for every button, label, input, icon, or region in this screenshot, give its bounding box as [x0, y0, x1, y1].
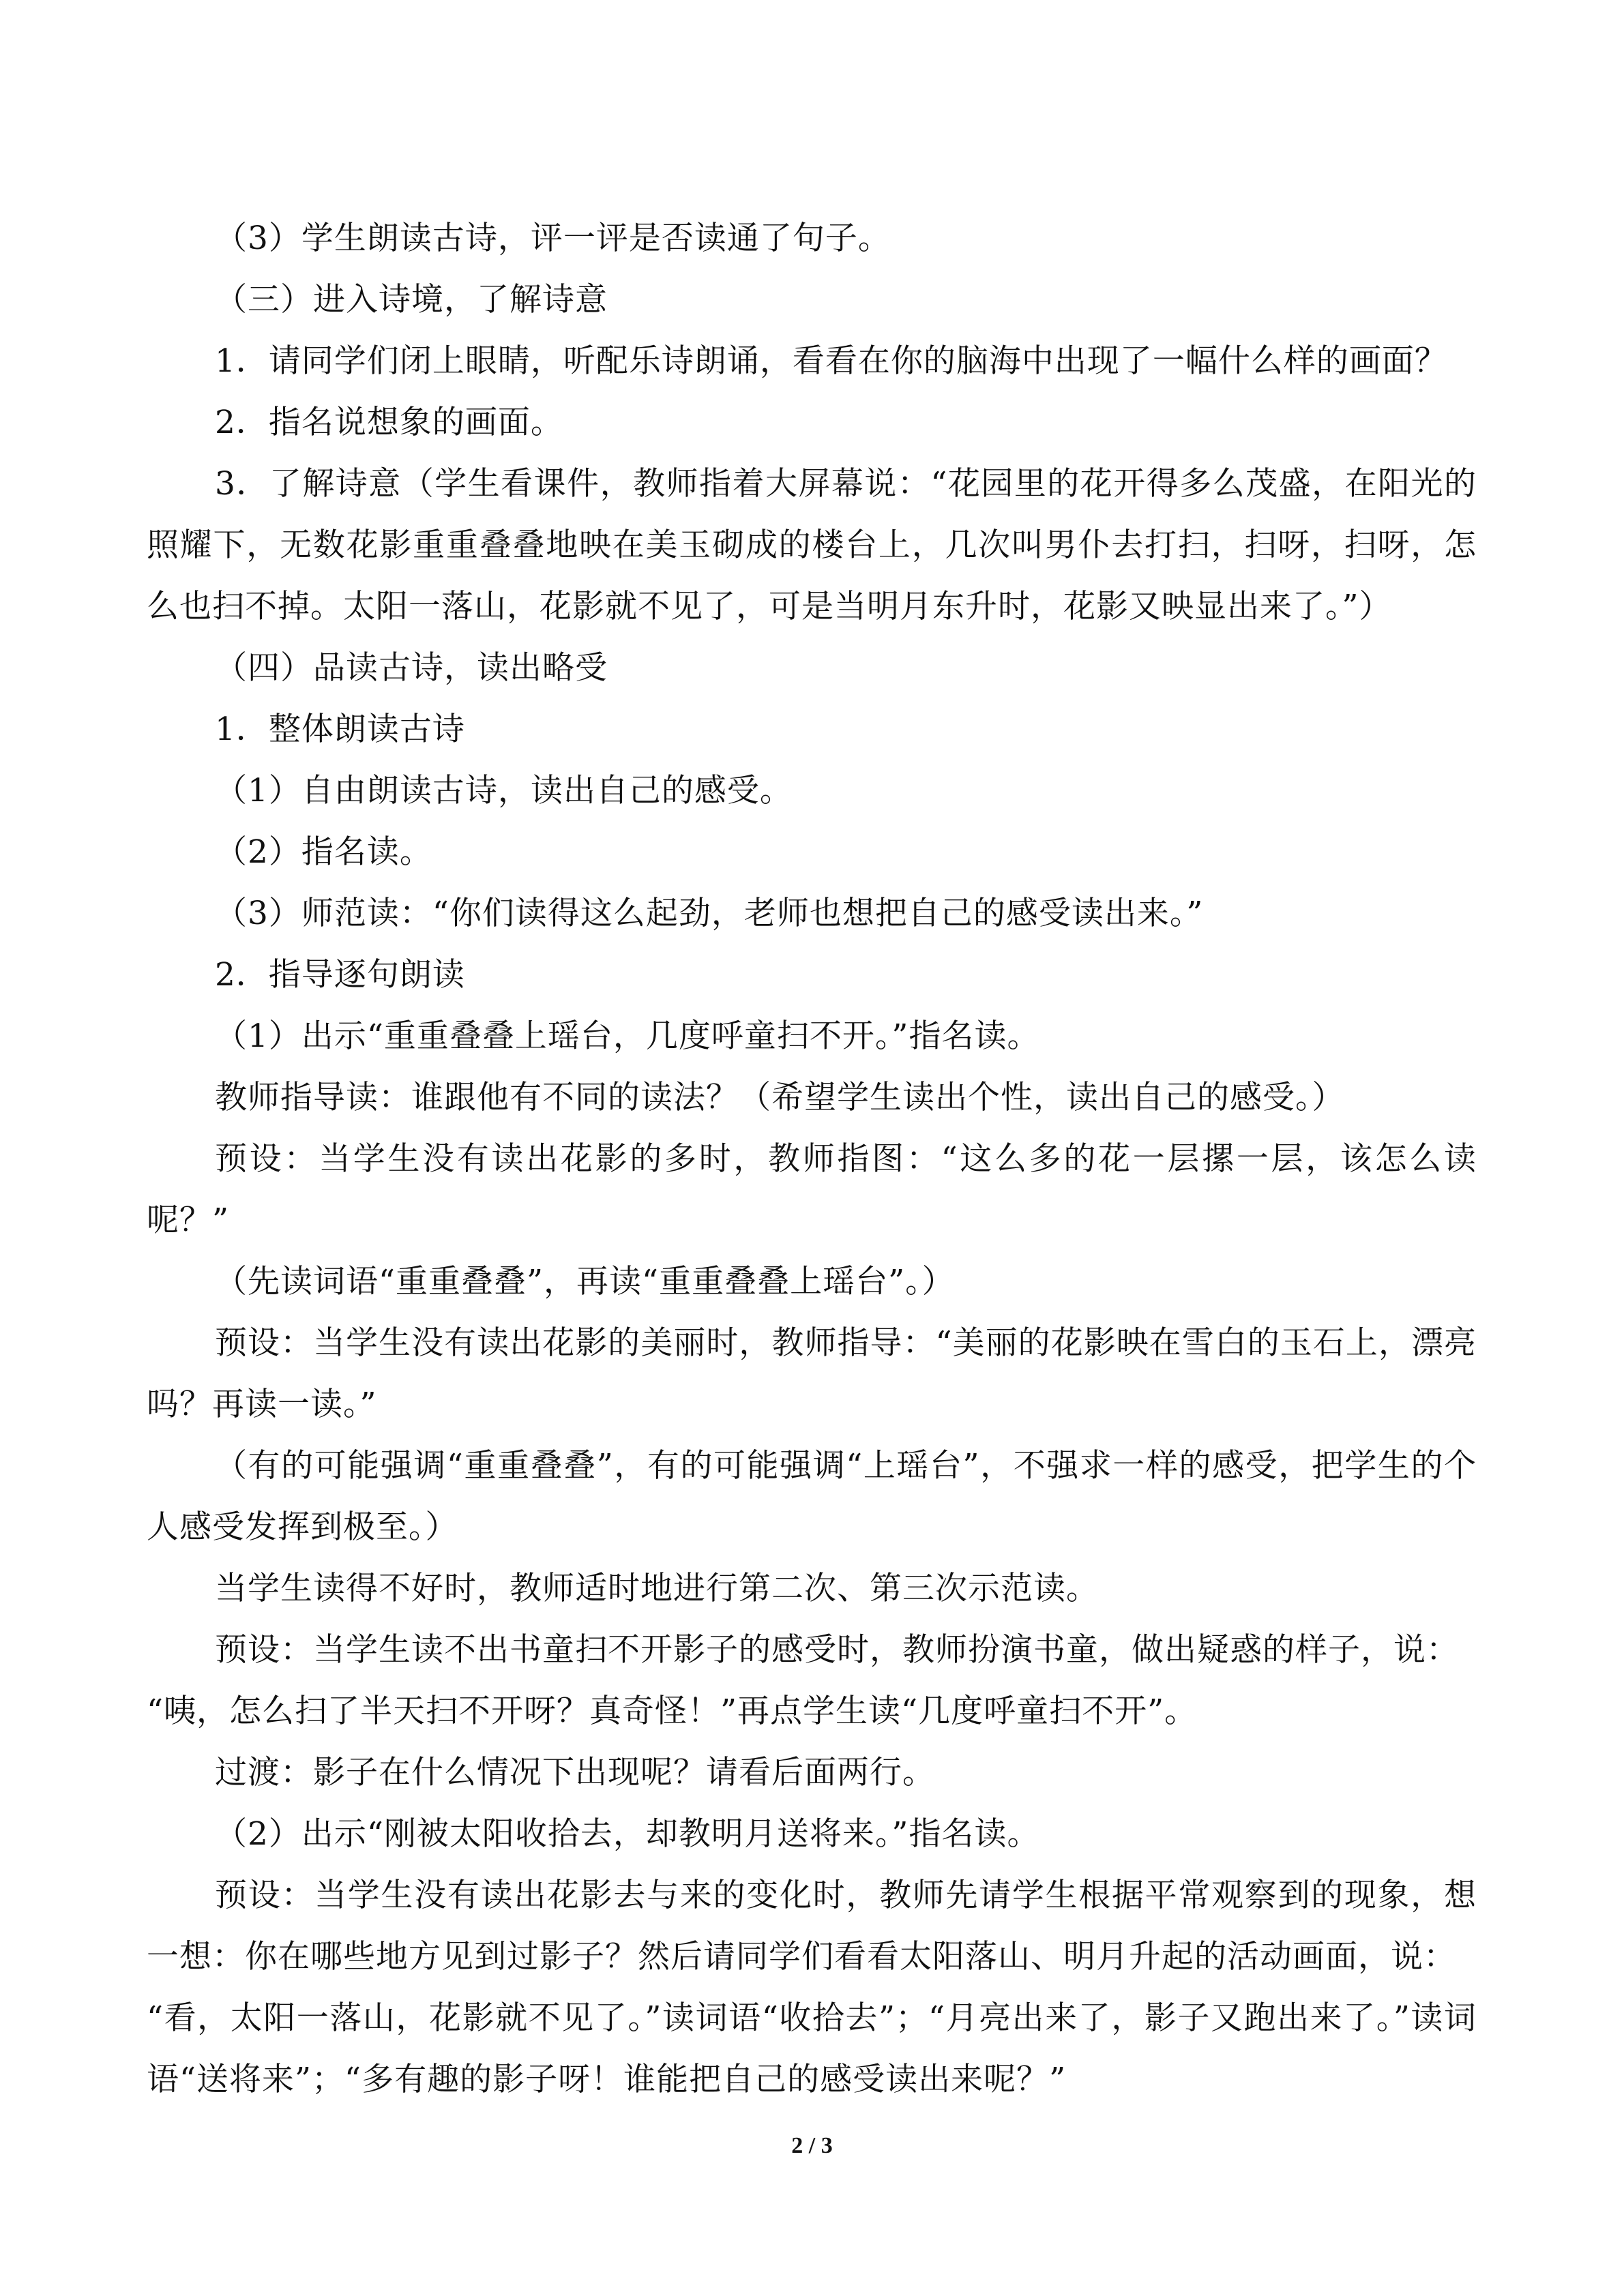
paragraph-p11: 2．指导逐句朗读	[215, 956, 465, 994]
paragraph-p9: （2）指名读。	[215, 833, 432, 871]
paragraph-p21: 过渡：影子在什么情况下出现呢？请看后面两行。	[215, 1754, 935, 1791]
paragraph-p24: “看，太阳一落山，花影就不见了。”读词语“收拾去”；“月亮出来了，影子又跑出来了。”读词语“送将来”；“多有趣的影子呀！谁能把自己的感受读出来呢？”	[147, 1999, 1477, 2098]
paragraph-p4: 2．指名说想象的画面。	[215, 404, 563, 441]
paragraph-p15: （先读词语“重重叠叠”，再读“重重叠叠上瑶台”。）	[215, 1263, 955, 1300]
paragraph-p12: （1）出示“重重叠叠上瑶台，几度呼童扫不开。”指名读。	[215, 1017, 1040, 1055]
paragraph-p10: （3）师范读：“你们读得这么起劲，老师也想把自己的感受读出来。”	[215, 895, 1204, 932]
paragraph-p1: （3）学生朗读古诗，评一评是否读通了句子。	[215, 220, 891, 257]
page-number: 2 / 3	[791, 2133, 833, 2158]
paragraph-p7: 1．整体朗读古诗	[215, 711, 465, 748]
paragraph-p16: 预设：当学生没有读出花影的美丽时，教师指导：“美丽的花影映在雪白的玉石上，漂亮吗？再读一读。”	[147, 1324, 1477, 1423]
paragraph-p8: （1）自由朗读古诗，读出自己的感受。	[215, 772, 793, 809]
lesson-plan-body	[147, 208, 1477, 2111]
paragraph-p18: 当学生读得不好时，教师适时地进行第二次、第三次示范读。	[215, 1570, 1099, 1607]
paragraph-p20: “咦，怎么扫了半天扫不开呀？真奇怪！”再点学生读“几度呼童扫不开”。	[147, 1693, 1198, 1730]
paragraph-p17: （有的可能强调“重重叠叠”，有的可能强调“上瑶台”，不强求一样的感受，把学生的个人感受发挥到极至。）	[147, 1447, 1477, 1546]
paragraph-p23: 预设：当学生没有读出花影去与来的变化时，教师先请学生根据平常观察到的现象，想一想：你在哪些地方见到过影子？然后请同学们看看太阳落山、明月升起的活动画面，说：	[147, 1877, 1477, 1976]
paragraph-p19: 预设：当学生读不出书童扫不开影子的感受时，教师扮演书童，做出疑惑的样子，说：	[215, 1631, 1459, 1669]
paragraph-p13: 教师指导读：谁跟他有不同的读法？（希望学生读出个性，读出自己的感受。）	[215, 1079, 1345, 1116]
paragraph-p2: （三）进入诗境，了解诗意	[215, 281, 608, 318]
paragraph-p5: 3．了解诗意（学生看课件，教师指着大屏幕说：“花园里的花开得多么茂盛，在阳光的照耀下，无数花影重重叠叠地映在美玉砌成的楼台上，几次叫男仆去打扫，扫呀，扫呀，怎么也扫不掉。太阳一落山，花影就不见了，可是当明月东升时，花影又映显出来了。”）	[147, 465, 1477, 625]
paragraph-p22: （2）出示“刚被太阳收拾去，却教明月送将来。”指名读。	[215, 1815, 1040, 1853]
paragraph-p3: 1．请同学们闭上眼睛，听配乐诗朗诵，看看在你的脑海中出现了一幅什么样的画面？	[215, 342, 1447, 380]
paragraph-p6: （四）品读古诗，读出略受	[215, 649, 608, 687]
paragraph-p14: 预设：当学生没有读出花影的多时，教师指图：“这么多的花一层摞一层，该怎么读呢？”	[147, 1140, 1477, 1239]
